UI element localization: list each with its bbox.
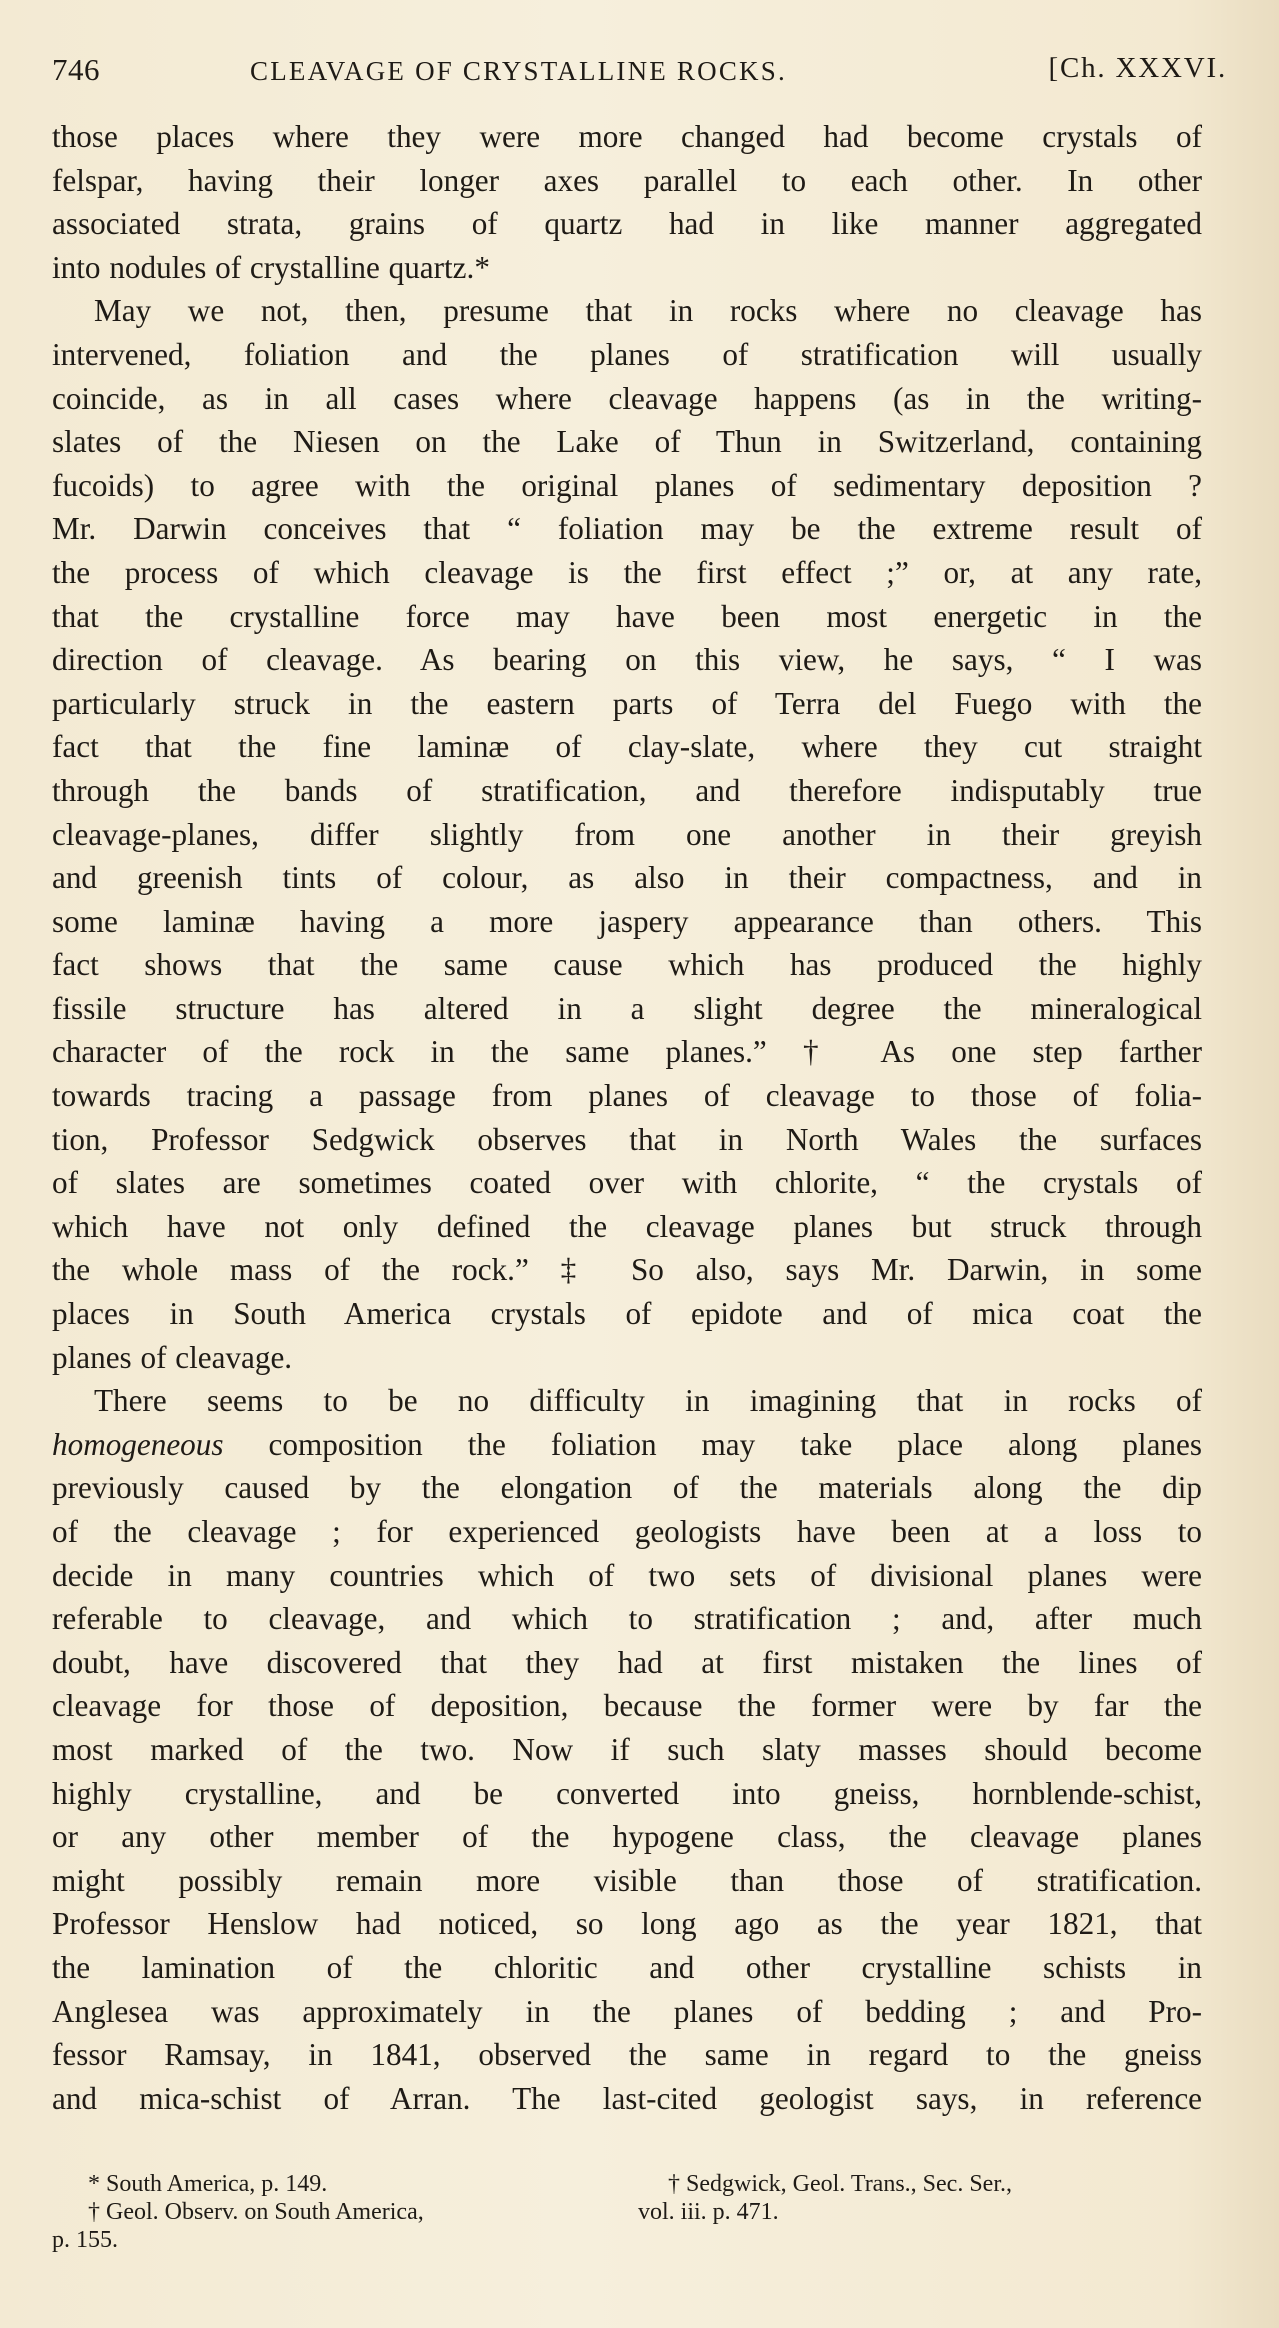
text-line: of the cleavage ; for experienced geologists have been at a loss to xyxy=(52,1514,1202,1549)
text-line: cleavage for those of deposition, because the former were by far the xyxy=(52,1688,1202,1724)
text-line: might possibly remain more visible than those of stratification. xyxy=(52,1862,1202,1898)
text-line: intervened, foliation and the planes of stratification will usually xyxy=(52,336,1202,372)
footnote-row xyxy=(52,2226,1213,2254)
text-line: May we not, then, presume that in rocks where no cleavage has xyxy=(94,293,1202,329)
text-segment: composition the foliation may take place along planes xyxy=(223,1426,1202,1462)
text-line: Mr. Darwin conceives that “ foliation may be the extreme result of xyxy=(52,511,1202,547)
text-line: fact shows that the same cause which has produced the highly xyxy=(52,947,1202,983)
body-text xyxy=(52,115,1202,2120)
text-line: the lamination of the chloritic and other crystalline schists in xyxy=(52,1949,1202,1985)
text-line: planes of cleavage. xyxy=(52,1339,293,1375)
footnote-double-dagger-continuation: vol. iii. p. 471. xyxy=(638,2199,779,2225)
footnote-dagger-continuation: p. 155. xyxy=(52,2227,118,2253)
text-line: associated strata, grains of quartz had in like manner aggregated xyxy=(52,206,1202,242)
paragraph-3 xyxy=(52,1379,1202,2120)
text-line: coincide, as in all cases where cleavage happens (as in the writing- xyxy=(52,380,1202,416)
text-line: particularly struck in the eastern parts of Terra del Fuego with the xyxy=(52,685,1202,721)
text-line: fessor Ramsay, in 1841, observed the same in regard to the gneiss xyxy=(52,2037,1202,2073)
text-line: previously caused by the elongation of the materials along the dip xyxy=(52,1470,1202,1506)
footnotes xyxy=(52,2170,1213,2254)
text-line: or any other member of the hypogene class, the cleavage planes xyxy=(52,1819,1202,1855)
text-line: fissile structure has altered in a slight degree the mineralogical xyxy=(52,990,1202,1026)
text-line: Professor Henslow had noticed, so long ago as the year 1821, that xyxy=(52,1906,1202,1942)
text-line: fact that the fine laminæ of clay-slate, where they cut straight xyxy=(52,729,1202,765)
text-line: Anglesea was approximately in the planes of bedding ; and Pro- xyxy=(52,1993,1202,2029)
text-line: There seems to be no difficulty in imagining that in rocks of xyxy=(94,1383,1202,1419)
text-line: that the crystalline force may have been most energetic in the xyxy=(52,598,1202,634)
footnote-dagger-start: † Geol. Observ. on South America, xyxy=(88,2199,424,2225)
text-line: through the bands of stratification, and therefore indisputably true xyxy=(52,772,1202,808)
paragraph-2 xyxy=(52,289,1202,1379)
text-line: and greenish tints of colour, as also in their compactness, and in xyxy=(52,860,1202,896)
text-line: fucoids) to agree with the original planes of sedimentary deposition ? xyxy=(52,467,1202,503)
text-line: felspar, having their longer axes parallel to each other. In other xyxy=(52,162,1202,198)
text-line: cleavage-planes, differ slightly from one another in their greyish xyxy=(52,816,1202,852)
text-line: which have not only defined the cleavage planes but struck through xyxy=(52,1208,1202,1244)
text-line: highly crystalline, and be converted into gneiss, hornblende-schist, xyxy=(52,1775,1202,1811)
text-line: doubt, have discovered that they had at first mistaken the lines of xyxy=(52,1644,1202,1680)
emphasized-word: homogeneous xyxy=(52,1426,224,1462)
text-line: slates of the Niesen on the Lake of Thun in Switzerland, containing xyxy=(52,424,1202,460)
footnote-row xyxy=(88,2198,1213,2226)
paragraph-1 xyxy=(52,115,1202,289)
footnote-star: * South America, p. 149. xyxy=(88,2171,328,2197)
chapter-reference: [Ch. XXXVI. xyxy=(1048,52,1227,84)
text-line xyxy=(52,1423,1202,1467)
footnote-double-dagger-start: † Sedgwick, Geol. Trans., Sec. Ser., xyxy=(668,2171,1012,2197)
text-line: places in South America crystals of epidote and of mica coat the xyxy=(52,1296,1202,1332)
page-header xyxy=(52,52,1227,92)
text-line: character of the rock in the same planes.” † As one step farther xyxy=(52,1034,1202,1070)
text-line: into nodules of crystalline quartz.* xyxy=(52,249,490,285)
text-line: towards tracing a passage from planes of cleavage to those of folia- xyxy=(52,1078,1202,1114)
text-line: tion, Professor Sedgwick observes that in North Wales the surfaces xyxy=(52,1121,1202,1157)
text-line: most marked of the two. Now if such slaty masses should become xyxy=(52,1731,1202,1767)
text-line: those places where they were more changed had become crystals of xyxy=(52,119,1202,154)
text-line: of slates are sometimes coated over with chlorite, “ the crystals of xyxy=(52,1165,1202,1201)
text-line: some laminæ having a more jaspery appearance than others. This xyxy=(52,903,1202,939)
text-line: decide in many countries which of two sets of divisional planes were xyxy=(52,1557,1202,1593)
footnote-row xyxy=(88,2170,1213,2198)
text-line: referable to cleavage, and which to stratification ; and, after much xyxy=(52,1601,1202,1637)
text-line: the process of which cleavage is the first effect ;” or, at any rate, xyxy=(52,554,1202,590)
running-title: CLEAVAGE OF CRYSTALLINE ROCKS. xyxy=(250,56,787,86)
text-line: direction of cleavage. As bearing on this view, he says, “ I was xyxy=(52,642,1202,678)
text-line: and mica-schist of Arran. The last-cited geologist says, in reference xyxy=(52,2080,1202,2116)
text-line: the whole mass of the rock.” ‡ So also, says Mr. Darwin, in some xyxy=(52,1252,1202,1288)
page-number: 746 xyxy=(52,52,100,87)
